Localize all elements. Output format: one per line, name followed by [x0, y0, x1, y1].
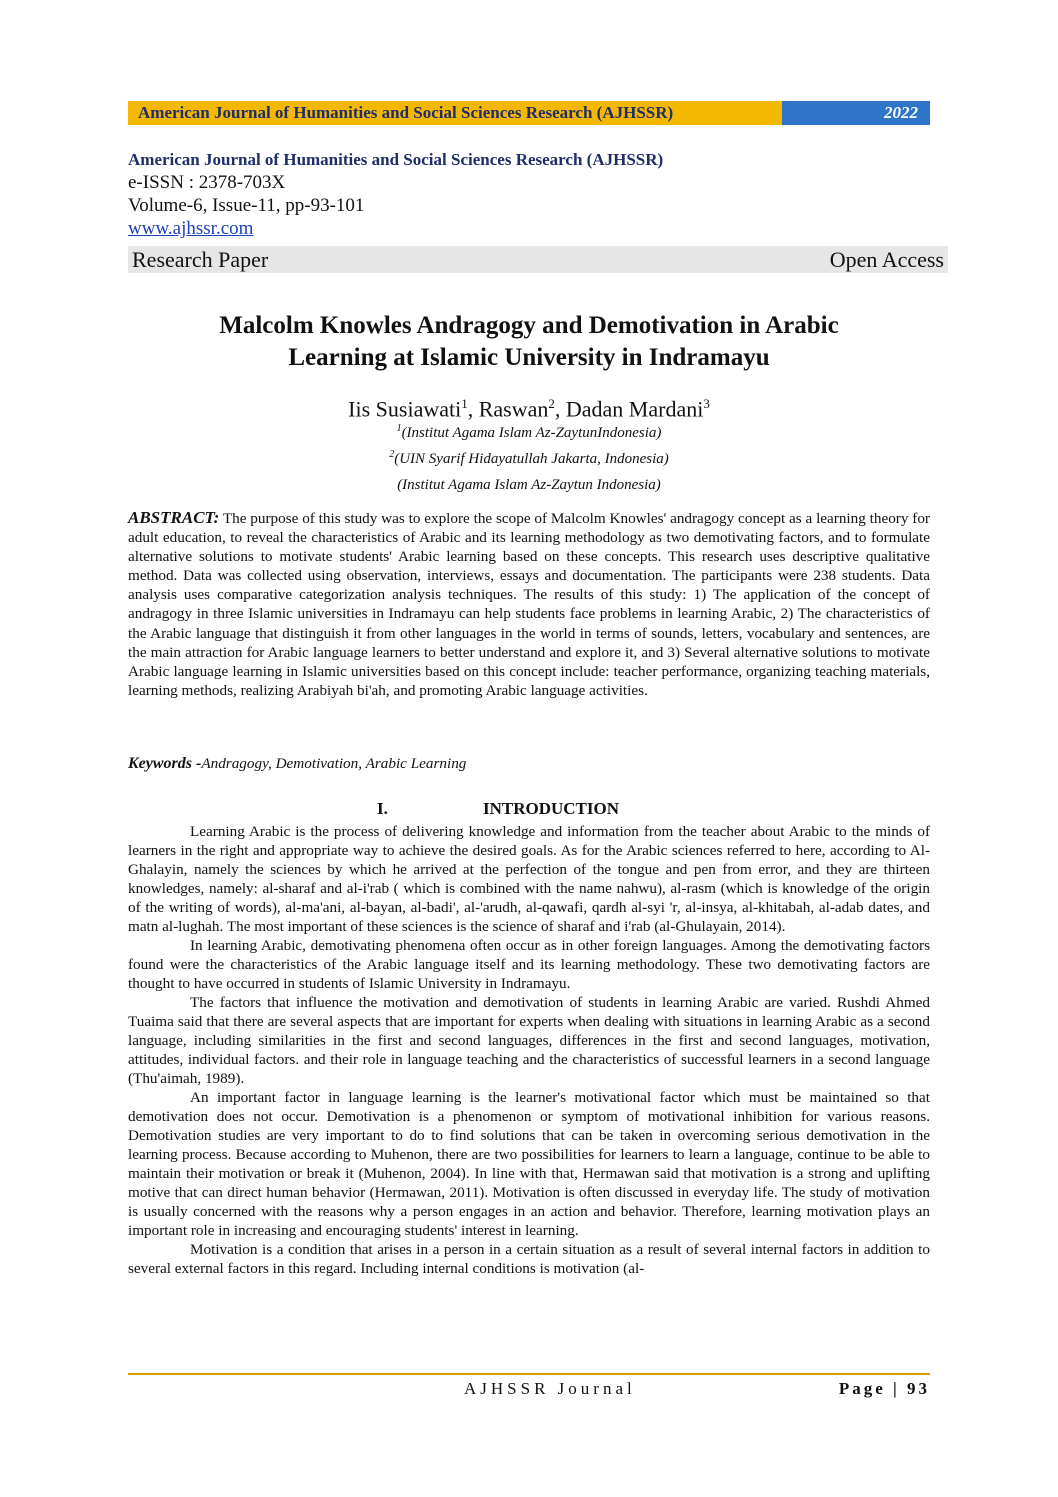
header-year: 2022: [782, 101, 930, 125]
author-list: Iis Susiawati$^1$, Raswan$^2$, Dadan Mardani$^3$: [348, 396, 710, 422]
body-paragraph: Learning Arabic is the process of delivering knowledge and information from the teacher about Arabic to the minds of learners in the right and appropriate way to achieve the desired goals. As for the Arabic sciences referred to here, according to Al-Ghalayin, namely the sciences by which he arrived at the perfection of the tongue and pen from error, and they are thirteen knowledges, namely: al-sharaf and al-i'rab ( which is combined with the name nahwu), al-rasm (which is knowledge of the origin of the writing of words), al-ma'ani, al-bayan, al-badi', al-'arudh, al-qawafi, qardh al-syi 'r, al-insya, al-khitabah, al-adab dates, and matn al-lughah. The most important of these sciences is the science of sharaf and i'rab (al-Ghulayain, 2014).: [128, 823, 930, 935]
body-paragraph: Motivation is a condition that arises in a person in a certain situation as a result of several internal factors in addition to several external factors in this regard. Including internal conditions is motivation (al-: [128, 1241, 930, 1277]
author-name: Iis Susiawati: [348, 396, 462, 422]
section-title: INTRODUCTION: [483, 799, 620, 818]
section-number: I.: [377, 799, 388, 818]
author-sup: 2: [548, 396, 555, 411]
abstract-text: The purpose of this study was to explore the scope of Malcolm Knowles' andragogy concept as a learning theory for adult education, to reveal the characteristics of Arabic and its learning methodology as two demotivating factors, and to formulate alternative solutions to motivate students' Arabic learning based on these concepts. This research uses descriptive qualitative method. Data was collected using observation, interviews, essays and documentation. The participants were 238 students. Data analysis uses comparative categorization analysis techniques. The results of this study: 1) The application of the concept of andragogy in three Islamic universities in Indramayu can help students face problems in learning Arabic, 2) The characteristics of the Arabic language that distinguish it from other languages in the world in terms of sounds, letters, vocabulary and sentences, are the main attraction for Arabic language learners to better understand and explore it, and 3) Several alternative solutions to motivate Arabic language learning in Islamic universities based on this concept include: teacher performance, organizing teaching materials, learning methods, realizing Arabiyah bi'ah, and promoting Arabic language activities.: [128, 510, 930, 699]
footer-journal: AJHSSR Journal: [464, 1379, 636, 1398]
paper-type-bar: [128, 246, 948, 273]
meta-journal-name: American Journal of Humanities and Social Sciences Research (AJHSSR): [128, 150, 664, 169]
affiliation-text: (Institut Agama Islam Az-ZaytunIndonesia): [401, 425, 662, 441]
meta-volume: Volume-6, Issue-11, pp-93-101: [128, 195, 365, 216]
affiliation-item: [128, 470, 930, 496]
affiliation-item: [128, 444, 930, 470]
title-line-1: Malcolm Knowles Andragogy and Demotivation in Arabic: [219, 312, 839, 339]
footer-page-number: Page | 93: [838, 1379, 930, 1398]
author-name: Raswan: [478, 396, 549, 422]
affiliation-list: [128, 418, 930, 496]
body-text: [128, 822, 930, 1278]
header-journal-name: American Journal of Humanities and Social Sciences Research (AJHSSR): [128, 101, 782, 125]
meta-issn: e-ISSN : 2378-703X: [128, 172, 286, 193]
author-sup: 3: [703, 396, 710, 411]
body-paragraph: An important factor in language learning is the learner's motivational factor which must be maintained so that demotivation does not occur. Demotivation is a phenomenon or symptom of motivational inhibition for various reasons. Demotivation studies are very important to do to find solutions that can be taken in overcoming serious demotivation in the learning process. Because according to Muhenon, there are two possibilities for learners to learn a language, continue to be able to maintain their motivation or break it (Muhenon, 2004). In line with that, Hermawan said that motivation is a strong and uplifting motive that can direct human behavior (Hermawan, 2011). Motivation is often discussed in everyday life. The study of motivation is usually concerned with the reasons why a person engages in an action and behavior. Therefore, learning motivation plays an important role in increasing and encouraging students' interest in learning.: [128, 1089, 930, 1239]
access-label: Open Access: [829, 246, 944, 272]
paper-title: [128, 310, 930, 374]
body-paragraph: In learning Arabic, demotivating phenomena often occur as in other foreign languages. Among the demotivating factors found were the characteristics of the Arabic language itself and its learning methodology. These two demotivating factors are thought to have occurred in students of Islamic University in Indramayu.: [128, 937, 930, 992]
abstract: [128, 508, 930, 700]
body-paragraph: The factors that influence the motivation and demotivation of students in learning Arabic are varied. Rushdi Ahmed Tuaima said that there are several aspects that are important for experts when dealing with situations in learning Arabic as a second language, including similarities in the first and second languages, differences in the first and second languages, motivation, attitudes, individual factors. and their role in language teaching and the characteristics of successful learners in a second language (Thu'aimah, 1989).: [128, 994, 930, 1087]
abstract-label: ABSTRACT:: [128, 508, 220, 527]
author-sup: 1: [461, 396, 468, 411]
journal-website-link[interactable]: www.ajhssr.com: [128, 218, 254, 239]
affiliation-text: (Institut Agama Islam Az-Zaytun Indonesia): [397, 477, 661, 493]
paper-type-label: Research Paper: [132, 246, 269, 272]
publication-meta: [128, 149, 948, 240]
page-footer: [128, 1373, 930, 1405]
affiliation-item: [128, 418, 930, 444]
keywords-text: Andragogy, Demotivation, Arabic Learning: [201, 755, 467, 772]
journal-header-bar: [128, 101, 930, 125]
affiliation-sup: 2: [389, 449, 395, 460]
author-name: Dadan Mardani: [565, 396, 704, 422]
keywords-label: Keywords -: [128, 755, 202, 772]
keywords: [128, 754, 930, 773]
affiliation-sup: 1: [396, 423, 402, 434]
title-line-2: Learning at Islamic University in Indramayu: [288, 344, 770, 371]
affiliation-text: (UIN Syarif Hidayatullah Jakarta, Indonesia): [394, 451, 669, 467]
